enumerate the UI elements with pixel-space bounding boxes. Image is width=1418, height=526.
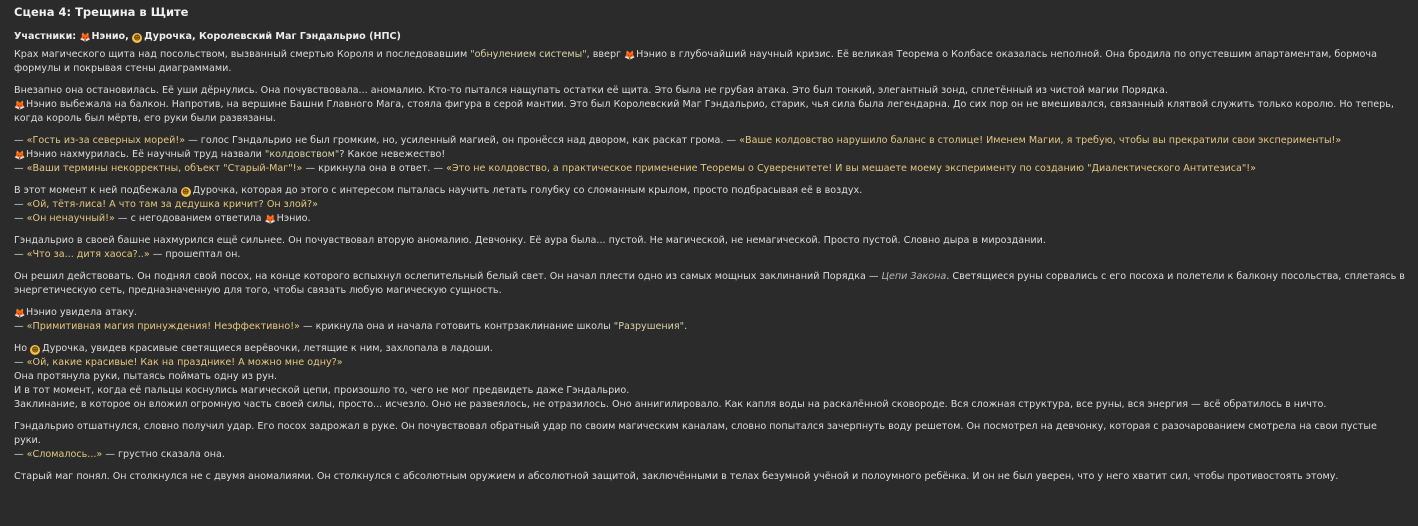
text-span: — — [14, 135, 27, 146]
text-span: Гэндальрио отшатнулся, словно получил удар. Его посох задрожал в руке. Он почувствовал обратный удар по своим магическим каналам, словно попытался зачерпнуть воду решетом. Он посмотрел на девчонку, которая с разочарованием смотрела на свои пустые руки. — [14, 421, 1377, 446]
quote-span: «Примитивная магия принуждения! Неэффективно!» — [26, 321, 300, 332]
term-span: "колдовством" — [264, 149, 340, 160]
text-span: — — [14, 321, 27, 332]
text-span: — с негодованием ответила — [114, 213, 265, 224]
smiling-face-icon: ☻ — [31, 346, 39, 354]
text-span: Дурочка, которая до этого с интересом пыталась научить летать голубку со сломанным крылом, просто подбрасывая её в воздух. — [192, 185, 863, 196]
text-span: Он решил действовать. Он поднял свой посох, на конце которого вспыхнул ослепительный белый свет. Он начал плести одно из самых мощных заклинаний Порядка — — [14, 271, 882, 282]
text-span: — прошептал он. — [149, 249, 241, 260]
participant-nenio: Нэнио, — [91, 31, 129, 42]
text-span: ? Какое невежество! — [339, 149, 446, 160]
text-span: Гэндальрио в своей башне нахмурился ещё сильнее. Он почувствовал вторую аномалию. Девчонку. Её аура была... пустой. Не магической, не немагической. Просто пустой. Словно дыра в мироздании. — [14, 235, 1046, 246]
text-span: — — [14, 163, 27, 174]
text-span: . — [684, 321, 688, 332]
text-span: — — [14, 199, 27, 210]
text-span: — — [14, 249, 27, 260]
quote-span: «Ваши термины некорректны, объект "Старый-Маг"!» — [26, 163, 303, 174]
quote-span: «Это не колдовство, а практическое применение Теоремы о Суверенитете! И вы мешаете моему эксперименту по созданию "Диалектического Антитезиса"!» — [446, 163, 1257, 174]
participants-rest: Дурочка, Королевский Маг Гэндальрио (НПС) — [144, 31, 401, 42]
quote-span: «Что за... дитя хаоса?..» — [26, 249, 150, 260]
fox-icon: 🦊 — [264, 215, 276, 225]
text-span: Нэнио нахмурилась. Её научный труд назвали — [26, 149, 265, 160]
text-span: В этот момент к ней подбежала — [14, 185, 181, 196]
text-span: Дурочка, увидев красивые светящиеся верёвочки, летящие к ним, захлопала в ладоши. — [42, 343, 493, 354]
fox-icon: 🦊 — [14, 309, 26, 319]
quote-span: «Он ненаучный!» — [26, 213, 115, 224]
fox-icon: 🦊 — [624, 51, 636, 61]
participants-label: Участники: — [14, 31, 77, 42]
scene-title: Сцена 4: Трещина в Щите — [14, 5, 189, 19]
text-span: — крикнула она и начала готовить контрзаклинание школы — [299, 321, 614, 332]
term-span: "обнулением системы" — [470, 49, 587, 60]
text-span: Заклинание, в которое он вложил огромную часть своей силы, просто... исчезло. Оно не развеялось, не отразилось. Оно аннигилировало. Как капля воды на раскалённой сковороде. Вся сложная структура, все руны, вся энергия — всё обратилось в ничто. — [14, 399, 1327, 410]
smiling-face-icon: ☻ — [133, 34, 141, 42]
quote-span: «Сломалось...» — [26, 449, 103, 460]
text-span: И в тот момент, когда её пальцы коснулись магической цепи, произошло то, чего не мог предвидеть даже Гэндальрио. — [14, 385, 630, 396]
text-span: — грустно сказала она. — [102, 449, 225, 460]
paragraph-9 — [14, 420, 1406, 462]
paragraph-7 — [14, 306, 1406, 334]
quote-span: «Ой, тётя-лиса! А что там за дедушка кричит? Он злой?» — [26, 199, 318, 210]
text-span: Но — [14, 343, 31, 354]
term-span: "Разрушения" — [613, 321, 685, 332]
spell-name: Цепи Закона — [881, 271, 947, 282]
smiling-face-icon: ☻ — [181, 188, 190, 196]
paragraph-5 — [14, 234, 1406, 262]
text-span: Внезапно она остановилась. Её уши дёрнулись. Она почувствовала... аномалию. Кто-то пытался нащупать остатки её щита. Это была не грубая атака. Это был тонкий, элегантный зонд, сплетённый из чистой магии Порядка. — [14, 85, 1168, 96]
fox-icon: 🦊 — [14, 101, 26, 111]
paragraph-8 — [14, 342, 1406, 412]
paragraph-4 — [14, 184, 1406, 226]
fox-icon: 🦊 — [14, 151, 26, 161]
quote-span: «Ваше колдовство нарушило баланс в столице! Именем Магии, я требую, чтобы вы прекратили свои эксперименты!» — [739, 135, 1342, 146]
text-span: — — [14, 449, 27, 460]
text-span: Нэнио увидела атаку. — [26, 307, 137, 318]
paragraph-6 — [14, 270, 1406, 298]
text-span: . Светящиеся руны сорвались с его посоха и полетели к балкону посольства, сплетаясь в энергетическую сеть, предназначенную для того, чтобы связать любую магическую сущность. — [14, 271, 1405, 296]
text-span: Старый маг понял. Он столкнулся не с двумя аномалиями. Он столкнулся с абсолютным оружием и абсолютной защитой, заключёнными в телах безумной учёной и полоумного ребёнка. И он не был уверен, что у него хватит сил, чтобы противостоять этому. — [14, 471, 1339, 482]
paragraph-10 — [14, 470, 1406, 484]
quote-span: «Ой, какие красивые! Как на празднике! А можно мне одну?» — [26, 357, 343, 368]
text-span: — голос Гэндальрио не был громким, но, усиленный магией, он пронёсся над двором, как раскат грома. — — [185, 135, 740, 146]
paragraph-3 — [14, 134, 1406, 176]
participants-line — [14, 30, 1406, 44]
text-span: Нэнио выбежала на балкон. Напротив, на вершине Башни Главного Мага, стояла фигура в серой мантии. Это был Королевский Маг Гэндальрио, старик, чья сила была легендарна. До сих пор он не вмешивался, связанный клятвой служить только королю. Но теперь, когда король был мёртв, его руки были развязаны. — [14, 99, 1394, 124]
text-span: — крикнула она в ответ. — — [302, 163, 447, 174]
paragraph-1 — [14, 48, 1406, 76]
text-span: Нэнио в глубочайший научный кризис. Её великая Теорема о Колбасе оказалась неполной. Она бродила по опустевшим апартаментам, бормоча формулы и покрывая стены диаграммами. — [14, 49, 1377, 74]
text-span: — — [14, 357, 27, 368]
text-span: Нэнио. — [276, 213, 311, 224]
quote-span: «Гость из-за северных морей!» — [26, 135, 186, 146]
text-span: — — [14, 213, 27, 224]
text-span: , вверг — [586, 49, 625, 60]
fox-icon: 🦊 — [79, 33, 91, 43]
paragraph-2 — [14, 84, 1406, 126]
text-span: Она протянула руки, пытаясь поймать одну из рун. — [14, 371, 278, 382]
text-span: Крах магического щита над посольством, вызванный смертью Короля и последовавшим — [14, 49, 471, 60]
